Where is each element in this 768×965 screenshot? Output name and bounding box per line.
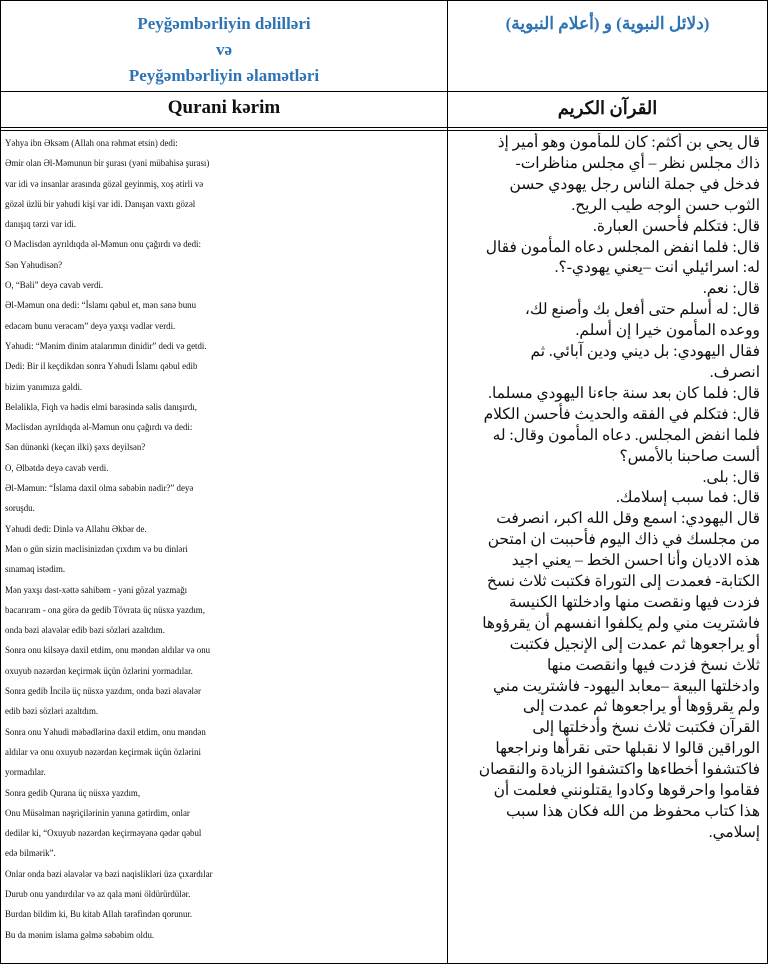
text-line: Sonra gedib İncilə üç nüsxə yazdım, onda bəzi əlavələr bbox=[5, 686, 201, 697]
text-line: قال: بلى. bbox=[702, 468, 760, 486]
text-line: ولم يقرؤوها أو يراجعوها ثم عمدت إلى bbox=[522, 698, 760, 716]
text-line: هذه الاديان وأنا احسن الخط – يعني اجيد bbox=[511, 552, 760, 570]
text-line: فلما انفض المجلس. دعاه المأمون وقال: له bbox=[492, 426, 760, 444]
text-line: Yəhudi dedi: Dinlə və Allahu Əkbər de. bbox=[5, 523, 147, 534]
text-line: Beləliklə, Fiqh və hədis elmi barəsində səlis danışırdı, bbox=[5, 401, 198, 412]
text-line: قال: فلما كان بعد سنة جاءنا اليهودي مسلما. bbox=[488, 384, 760, 402]
text-line: sınamaq istədim. bbox=[5, 564, 66, 575]
text-line: oxuyub nəzərdən keçirmək üçün özlərini yormadılar. bbox=[5, 665, 193, 676]
text-line: فدخل في جملة الناس رجل يهودي حسن bbox=[509, 175, 760, 193]
text-line: O Məclisdən ayrıldıqda əl-Məmun onu çağırdı və dedi: bbox=[5, 239, 201, 250]
text-line: onda bəzi əlavələr edib bəzi sözləri azaltdım. bbox=[5, 625, 165, 636]
text-line: له: اسرائيلي انت –يعني يهودي-؟. bbox=[554, 259, 760, 277]
text-line: فزدت فيها ونقصت منها وادخلتها الكنيسة bbox=[508, 593, 760, 611]
text-line: من مجلسك في ذاك اليوم فأحببت ان امتحن bbox=[487, 531, 760, 549]
text-line: الكتابة- فعمدت إلى التوراة فكتبت ثلاث نسخ bbox=[486, 573, 760, 591]
text-line: قال: فما سبب إسلامك. bbox=[615, 489, 760, 507]
text-line: قال: فتكلم فأحسن العبارة. bbox=[593, 217, 760, 235]
text-line: أو يراجعوها ثم عمدت إلى الإنجيل فكتبت bbox=[509, 635, 760, 653]
text-line: ذاك مجلس نظر – أي مجلس مناظرات- bbox=[515, 154, 760, 172]
subheader-azerbaijani: Qurani kərim bbox=[167, 97, 281, 118]
table-border-header-bottom bbox=[0, 91, 768, 92]
text-line: O, “Bəli” deyə cavab verdi. bbox=[5, 280, 104, 291]
text-line: Əmir olan Əl-Məmunun bir şurası (yəni mübahisə şurası) bbox=[5, 158, 210, 169]
text-line: edib bəzi sözləri azaltdım. bbox=[5, 706, 99, 717]
table-border-subheader-bottom bbox=[0, 127, 768, 128]
text-line: Sən dünənki (keçən ilki) şəxs deyilsən? bbox=[5, 442, 146, 453]
text-line: وادخلتها البيعة –معابد اليهود- فاشتريت مني bbox=[492, 677, 760, 695]
text-line: Sonra onu Yəhudi məbədlərinə daxil etdim, onu məndən bbox=[5, 726, 206, 737]
text-line: إسلامي. bbox=[708, 823, 760, 841]
text-line: Dedi: Bir il keçdikdən sonra Yəhudi İslamı qəbul edib bbox=[5, 361, 198, 372]
text-line: Yəhudi: “Mənim dinim atalarımın dinidir” dedi və getdi. bbox=[5, 340, 207, 351]
text-line: gözəl üzlü bir yəhudi kişi var idi. Danışan vaxtı gözəl bbox=[5, 198, 196, 209]
subheader-arabic: القرآن الكريم bbox=[557, 98, 658, 118]
text-line: Əl-Məmun: “İslama daxil olma səbəbin nədir?” deyə bbox=[5, 483, 194, 494]
text-line: bizim yanımıza gəldi. bbox=[5, 381, 83, 392]
header-title-azerbaijani bbox=[1, 1, 447, 91]
text-line: فقاموا واحرقوها وكادوا يقتلونني فعلمت أن bbox=[493, 782, 760, 800]
body-text-azerbaijani bbox=[3, 133, 446, 963]
text-line: bacarıram - ona görə də gedib Tövrata üç nüsxə yazdım, bbox=[5, 604, 205, 615]
text-line: Yəhya ibn Əksəm (Allah ona rəhmət etsin) dedi: bbox=[5, 138, 178, 148]
text-line: ثلاث نسخ فزدت فيها وانقصت منها bbox=[546, 656, 760, 674]
text-line: soruşdu. bbox=[5, 503, 35, 514]
text-line: الوراقين قالوا لا نقبلها حتى نقرأها ونراجعها bbox=[495, 740, 760, 758]
text-line: yormadılar. bbox=[5, 767, 46, 778]
text-line: Durub onu yandırdılar və az qala məni öldürürdülər. bbox=[5, 888, 191, 899]
text-line: Əl-Məmun ona dedi: “İslamı qəbul et, mən sənə bunu bbox=[5, 300, 197, 311]
header-title-line: Peyğəmbərliyin əlamətləri bbox=[128, 66, 320, 85]
text-line: Sən Yəhudisən? bbox=[5, 259, 63, 270]
text-line: ووعده المأمون خيرا إن أسلم. bbox=[575, 322, 760, 340]
text-line: Mən yaxşı dəst-xəttə sahibəm - yəni gözəl yazmağı bbox=[5, 584, 188, 595]
text-line: edə bilmərik”. bbox=[5, 848, 56, 859]
text-line: Məclisdən ayrıldıqda əl-Məmun onu çağırdı və dedi: bbox=[5, 422, 193, 433]
text-line: O, Əlbətdə deyə cavab verdi. bbox=[5, 462, 109, 473]
text-line: danışıq tərzi var idi. bbox=[5, 219, 76, 230]
text-line: انصرف. bbox=[709, 363, 760, 381]
text-line: قال: فتكلم في الفقه والحديث فأحسن الكلام bbox=[483, 405, 760, 423]
text-line: القرآن فكتبت ثلاث نسخ وأدخلتها إلى bbox=[532, 719, 760, 737]
body-text-arabic bbox=[452, 133, 764, 963]
table-border-middle bbox=[447, 0, 448, 964]
text-line: Onlar onda bəzi əlavələr və bəzi naqislikləri üzə çıxardılar bbox=[5, 868, 213, 879]
text-line: هذا كتاب محفوظ من الله فكان هذا سبب bbox=[506, 803, 760, 820]
header-title-line: və bbox=[215, 40, 233, 59]
text-line: قال: فلما انفض المجلس دعاه المأمون فقال bbox=[485, 238, 760, 256]
text-line: var idi və insanlar arasında gözəl geyinmiş, xoş ətirli və bbox=[5, 178, 204, 189]
text-line: aldılar və onu oxuyub nəzərdən keçirmək üçün özlərini bbox=[5, 746, 201, 757]
text-line: فاكتشفوا أخطاءها واكتشفوا الزيادة والنقصان bbox=[478, 761, 760, 779]
text-line: قال اليهودي: اسمع وقل الله اكبر، انصرفت bbox=[496, 510, 760, 528]
header-title-arabic: (دلائل النبوية) و (أعلام النبوية) bbox=[505, 14, 710, 33]
text-line: Bu da mənim islama gəlmə səbəbim oldu. bbox=[5, 929, 155, 940]
text-line: Sonra gedib Qurana üç nüsxə yazdım, bbox=[5, 787, 141, 798]
text-line: قال: نعم. bbox=[702, 280, 760, 298]
table-border-subheader-gap bbox=[0, 130, 768, 131]
table-border-bottom bbox=[0, 963, 768, 964]
text-line: قال: له أسلم حتى أفعل بك وأصنع لك، bbox=[524, 301, 760, 319]
text-line: Burdan bildim ki, Bu kitab Allah tərəfindən qorunur. bbox=[5, 909, 193, 920]
text-line: ألست صاحبنا بالأمس؟ bbox=[619, 447, 760, 465]
text-line: الثوب حسن الوجه طيب الريح. bbox=[571, 196, 760, 214]
header-title-line: Peyğəmbərliyin dəlilləri bbox=[137, 14, 311, 33]
text-line: Sonra onu kilsəyə daxil etdim, onu məndən aldılar və onu bbox=[5, 645, 211, 656]
text-line: edəcəm bunu verəcəm” deyə yaxşı vədlər verdi. bbox=[5, 320, 176, 331]
text-line: فقال اليهودي: بل ديني ودين آبائي. ثم bbox=[530, 343, 760, 361]
text-line: Mən o gün sizin məclisinizdən çıxdım və bu dinləri bbox=[5, 543, 188, 554]
text-line: dedilər ki, “Oxuyub nəzərdən keçirməyənə qədər qəbul bbox=[5, 828, 202, 839]
text-line: فاشتريت مني ولم يكلفوا انفسهم أن يقرؤوها bbox=[482, 614, 760, 632]
text-line: قال يحي بن أكثم: كان للمأمون وهو أمير إذ bbox=[497, 134, 760, 151]
table-border-left bbox=[0, 0, 1, 964]
text-line: Onu Müsəlman nəşriçilərinin yanına gətirdim, onlar bbox=[5, 807, 190, 818]
